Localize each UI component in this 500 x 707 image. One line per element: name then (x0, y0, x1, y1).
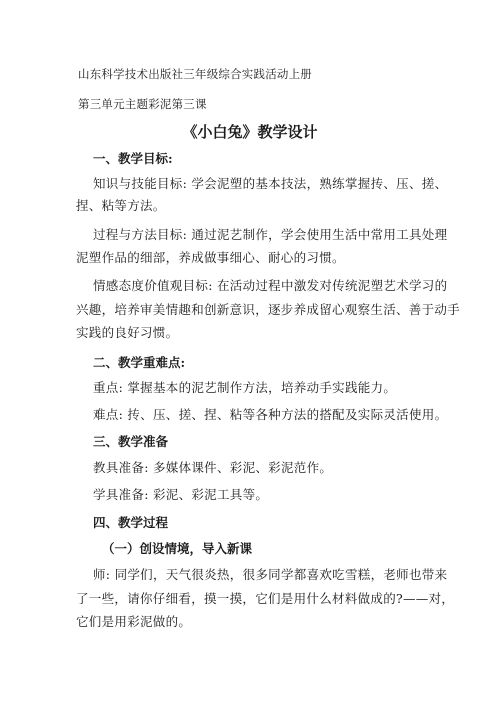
paragraph-line: 泥塑作品的细部，养成做事细心、耐心的习惯。 (76, 250, 345, 265)
section-heading-process: 四、教学过程 (93, 515, 169, 530)
paragraph-line: 难点: 抟、压、搓、捏、粘等各种方法的搭配及实际灵活使用。 (93, 407, 448, 422)
paragraph-line: 它们是用彩泥做的。 (76, 614, 192, 629)
section-heading-key-points: 二、教学重难点: (93, 355, 186, 370)
paragraph-line: 教具准备: 多媒体课件、彩泥、彩泥范作。 (93, 460, 333, 475)
paragraph-line: 学具准备: 彩泥、彩泥工具等。 (93, 487, 269, 502)
paragraph-line: 了一些，请你仔细看，摸一摸，它们是用什么材料做成的?——对， (76, 591, 455, 606)
section-heading-objectives: 一、教学目标: (93, 151, 173, 166)
paragraph-line: 实践的良好习惯。 (76, 325, 179, 340)
paragraph-line: 捏、粘等方法。 (76, 198, 166, 213)
page-title: 《小白兔》教学设计 (182, 123, 318, 141)
section-heading-preparation: 三、教学准备 (93, 434, 169, 449)
paragraph-line: 重点: 掌握基本的泥艺制作方法，培养动手实践能力。 (93, 380, 397, 395)
paragraph-line: 知识与技能目标: 学会泥塑的基本技法，熟练掌握抟、压、搓、 (93, 176, 448, 191)
paragraph-line: 师: 同学们，天气很炎热，很多同学都喜欢吃雪糕，老师也带来 (93, 567, 448, 582)
header-publisher: 山东科学技术出版社三年级综合实践活动上册 (78, 67, 312, 81)
paragraph-line: 兴趣，培养审美情趣和创新意识，逐步养成留心观察生活、善于动手 (76, 302, 461, 317)
paragraph-line: 情感态度价值观目标: 在活动过程中激发对传统泥塑艺术学习的 (93, 278, 448, 293)
subsection-heading: （一）创设情境，导入新课 (102, 541, 253, 556)
header-lesson: 第三单元主题彩泥第三课 (78, 97, 207, 111)
paragraph-line: 过程与方法目标: 通过泥艺制作，学会使用生活中常用工具处理 (93, 227, 448, 242)
